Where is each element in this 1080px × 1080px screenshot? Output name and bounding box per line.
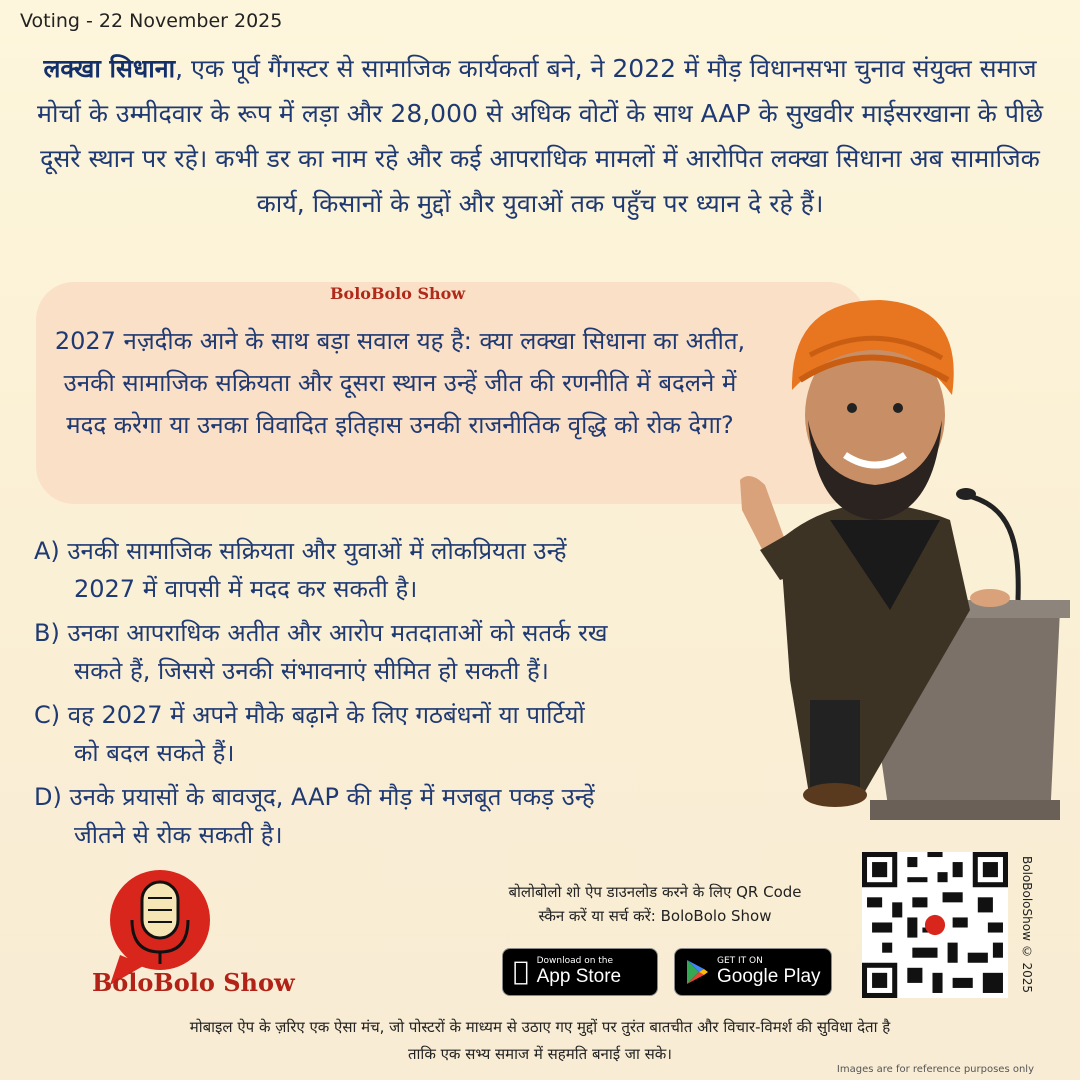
download-instructions [470,880,840,928]
footer-text [20,1014,1060,1068]
option-b[interactable] [34,614,754,690]
copyright-text: BoloBoloShow © 2025 [1020,856,1034,994]
intro-text: , एक पूर्व गैंगस्टर से सामाजिक कार्यकर्ता बने, ने 2022 में मौड़ विधानसभा चुनाव संयुक्त समाज मोर्चा के उम्मीदवार के रूप में लड़ा और 28,000 से अधिक वोटों के साथ AAP के सुखवीर माईसरखाना के पीछे दूसरे स्थान पर रहे। कभी डर का नाम रहे और कई आपराधिक मामलों में आरोपित लक्खा सिधाना अब सामाजिक कार्य, किसानों के मुद्दों और युवाओं तक पहुँच पर ध्यान दे रहे हैं। [37,54,1043,218]
option-b-line2: सकते हैं, जिससे उनकी संभावनाएं सीमित हो सकती हैं। [74,657,549,685]
option-a-line2: 2027 में वापसी में मदद कर सकती है। [74,575,418,603]
googleplay-big: Google Play [717,966,821,987]
footer-line2: ताकि एक सभ्य समाज में सहमति बनाई जा सके। [408,1045,672,1063]
logo-text: BoloBolo Show [92,968,295,997]
disclaimer: Images are for reference purposes only [836,1064,1034,1075]
qr-code[interactable] [862,852,1008,998]
apple-icon [513,959,529,985]
option-a[interactable] [34,532,754,608]
option-c[interactable] [34,696,754,772]
poll-options [34,532,754,860]
google-play-button[interactable] [674,948,832,996]
option-d-line1: D) उनके प्रयासों के बावजूद, AAP की मौड़ में मजबूत पकड़ उन्हें [34,783,595,811]
politician-caricature [720,280,1070,820]
bubble-brand: BoloBolo Show [330,284,466,303]
intro-name: लक्खा सिधाना [43,54,176,83]
footer-line1: मोबाइल ऐप के ज़रिए एक ऐसा मंच, जो पोस्टरों के माध्यम से उठाए गए मुद्दों पर तुरंत बातचीत और विचार-विमर्श की सुविधा देता है [189,1018,891,1036]
option-b-line1: B) उनका आपराधिक अतीत और आरोप मतदाताओं को सतर्क रख [34,619,608,647]
download-line2: स्कैन करें या सर्च करें: BoloBolo Show [538,907,772,925]
option-d-line2: जीतने से रोक सकती है। [74,821,283,849]
option-c-line1: C) वह 2027 में अपने मौके बढ़ाने के लिए गठबंधनों या पार्टियों [34,701,585,729]
option-a-line1: A) उनकी सामाजिक सक्रियता और युवाओं में लोकप्रियता उन्हें [34,537,567,565]
option-c-line2: को बदल सकते हैं। [74,739,235,767]
date-label: Voting - 22 November 2025 [20,10,283,32]
download-line1: बोलोबोलो शो ऐप डाउनलोड करने के लिए QR Code [508,883,802,901]
option-d[interactable] [34,778,754,854]
googleplay-small: GET IT ON [717,956,763,966]
google-play-icon [685,959,709,985]
intro-paragraph [20,46,1060,226]
appstore-small: Download on the [521,956,598,966]
app-store-button[interactable] [502,948,658,996]
appstore-big: App Store [521,966,606,987]
question-text: 2027 नज़दीक आने के साथ बड़ा सवाल यह है: क्या लक्खा सिधाना का अतीत, उनकी सामाजिक सक्रियता और दूसरा स्थान उन्हें जीत की रणनीति में बदलने में मदद करेगा या उनका विवादित इतिहास उनकी राजनीतिक वृद्धि को रोक देगा? [54,327,746,439]
